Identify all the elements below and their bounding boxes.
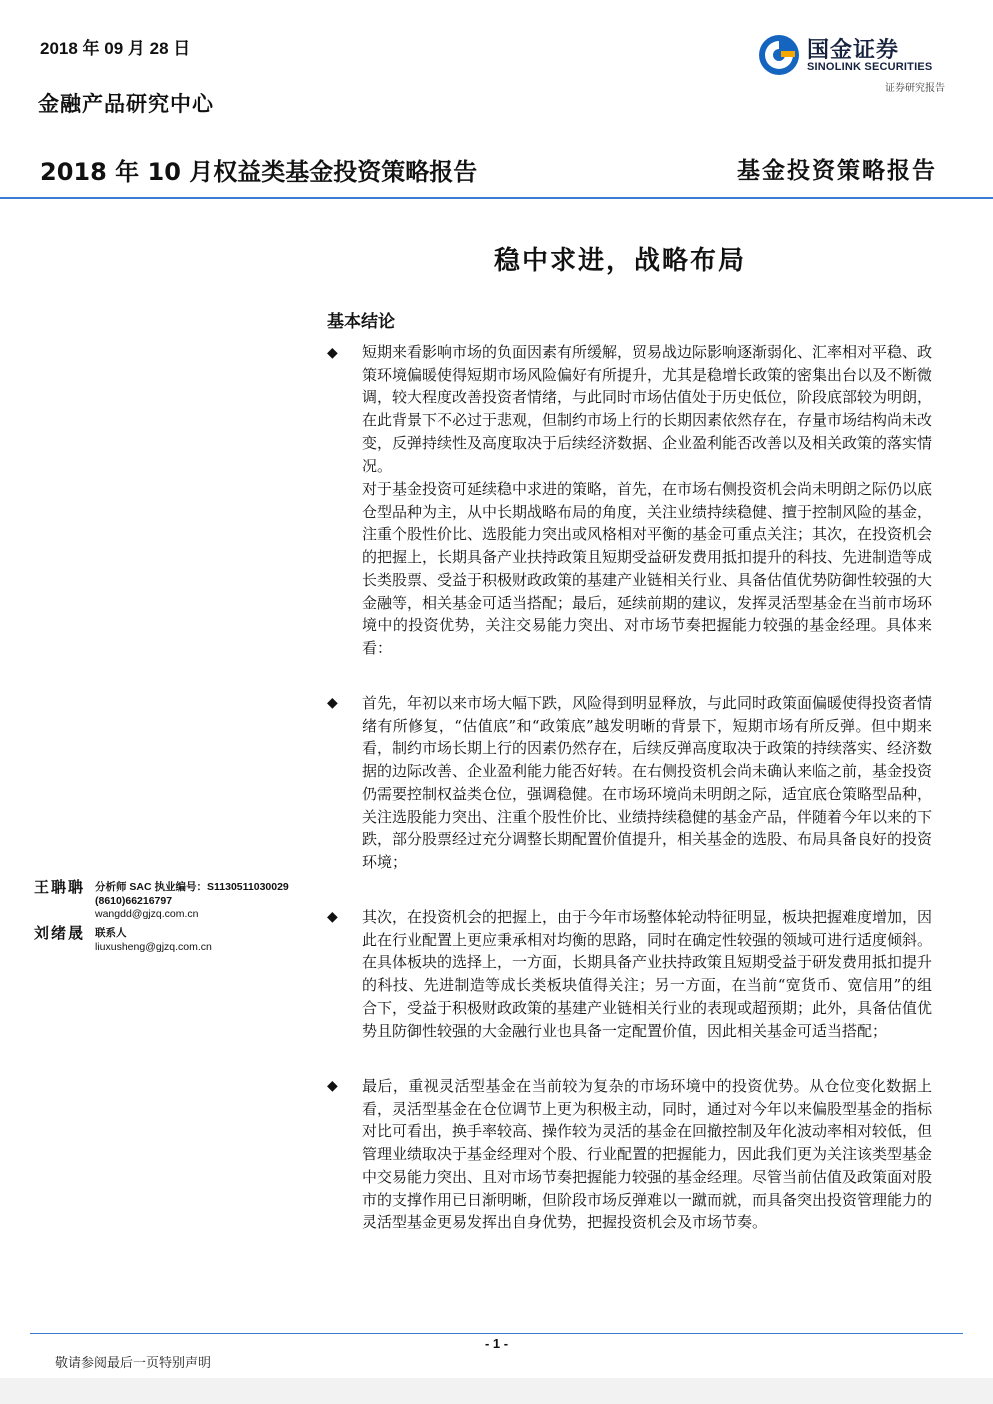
logo-subtitle: 证券研究报告	[885, 83, 945, 94]
footer-disclaimer: 敬请参阅最后一页特别声明	[55, 1356, 212, 1371]
analyst-2-info	[95, 927, 212, 954]
report-subtitle: 稳中求进，战略布局	[494, 246, 747, 276]
footer-band	[0, 1378, 993, 1404]
bullet-marker: ◆	[327, 345, 338, 361]
logo-name-cn: 国金证券	[807, 38, 900, 63]
bullet-2-para-1: 首先，年初以来市场大幅下跌，风险得到明显释放，与此同时政策面偏暖使得投资者情绪有所修复，“估值底”和“政策底”越发明晰的背景下，短期市场有所反弹。但中期来看，制约市场长期上行的因素仍然存在，后续反弹高度取决于政策的持续落实、经济数据的边际改善、企业盈利能力能否好转。在右侧投资机会尚未确认来临之前，基金投资仍需要控制权益类仓位，强调稳健。在市场环境尚未明朗之际，适宜底仓策略型品种，关注选股能力突出、注重个股性价比、业绩持续稳健的基金产品，伴随着今年以来的下跌，部分股票经过充分调整长期配置价值提升，相关基金的选股、布局具备良好的投资环境；	[362, 694, 933, 871]
section-heading: 基本结论	[327, 312, 395, 332]
analyst-1-phone: (8610)66216797	[95, 894, 173, 907]
analyst-1-label: 分析师 SAC 执业编号：	[95, 881, 208, 893]
research-center-name: 金融产品研究中心	[38, 91, 214, 116]
analyst-2-label: 联系人	[95, 927, 127, 939]
sinolink-logo-mark-icon	[757, 33, 801, 77]
logo-name-en: SINOLINK SECURITIES	[807, 61, 933, 73]
bullet-marker: ◆	[327, 695, 338, 711]
analyst-1-name: 王聃聃	[34, 878, 86, 896]
footer-divider	[30, 1333, 963, 1334]
analyst-1-info	[95, 881, 289, 922]
analyst-1-cert: S1130511030029	[207, 881, 289, 893]
bullet-1-para-1: 短期来看影响市场的负面因素有所缓解，贸易战边际影响逐渐弱化、汇率相对平稳、政策环境偏暖使得短期市场风险偏好有所提升，尤其是稳增长政策的密集出台以及不断微调，较大程度改善投资者情绪，与此同时市场估值处于历史低位，阶段底部较为明朗，在此背景下不必过于悲观，但制约市场上行的长期因素依然存在，存量市场结构尚未改变，反弹持续性及高度取决于后续经济数据、企业盈利能否改善以及相关政策的落实情况。	[362, 343, 933, 475]
header-divider	[0, 197, 993, 199]
page-number: - 1 -	[484, 1336, 509, 1351]
report-type: 基金投资策略报告	[737, 157, 937, 184]
sinolink-logo	[757, 31, 947, 81]
report-date: 2018 年 09 月 28 日	[40, 39, 191, 58]
bullet-marker: ◆	[327, 1078, 338, 1094]
bullet-marker: ◆	[327, 909, 338, 925]
analyst-2-email[interactable]: liuxusheng@gjzq.com.cn	[95, 940, 212, 953]
bullet-3-para-1: 其次，在投资机会的把握上，由于今年市场整体轮动特征明显，板块把握难度增加，因此在行业配置上更应秉承相对均衡的思路，同时在确定性较强的领域可进行适度倾斜。在具体板块的选择上，一方面，长期具备产业扶持政策且短期受益于研发费用抵扣提升的科技、先进制造等成长类板块值得关注；另一方面，在当前“宽货币、宽信用”的组合下，受益于积极财政政策的基建产业链相关行业的表现或超预期；此外，具备估值优势且防御性较强的大金融行业也具备一定配置价值，因此相关基金可适当搭配；	[362, 908, 933, 1040]
analyst-2-name: 刘绪晟	[34, 924, 86, 942]
report-title: 2018 年 10 月权益类基金投资策略报告	[40, 158, 478, 186]
bullet-4-para-1: 最后，重视灵活型基金在当前较为复杂的市场环境中的投资优势。从仓位变化数据上看，灵活型基金在仓位调节上更为积极主动，同时，通过对今年以来偏股型基金的指标对比可看出，换手率较高、操作较为灵活的基金在回撤控制及年化波动率相对较低，但管理业绩取决于基金经理对个股、行业配置的把握能力，因此我们更为关注该类型基金中交易能力突出、且对市场节奏把握能力较强的基金经理。尽管当前估值及政策面对股市的支撑作用已日渐明晰，但阶段市场反弹难以一蹴而就，而具备突出投资管理能力的灵活型基金更易发挥出自身优势，把握投资机会及市场节奏。	[362, 1077, 933, 1232]
analyst-1-email[interactable]: wangdd@gjzq.com.cn	[95, 908, 199, 920]
bullet-1-para-2: 对于基金投资可延续稳中求进的策略，首先，在市场右侧投资机会尚未明朗之际仍以底仓型品种为主，从中长期战略布局的角度，关注业绩持续稳健、擅于控制风险的基金，注重个股性价比、选股能力突出或风格相对平衡的基金可重点关注；其次，在投资机会的把握上，长期具备产业扶持政策且短期受益研发费用抵扣提升的科技、先进制造等成长类股票、受益于积极财政政策的基建产业链相关行业、具备估值优势防御性较强的大金融等，相关基金可适当搭配；最后，延续前期的建议，发挥灵活型基金在当前市场环境中的投资优势，关注交易能力突出、对市场节奏把握能力较强的基金经理。具体来看：	[362, 480, 933, 657]
